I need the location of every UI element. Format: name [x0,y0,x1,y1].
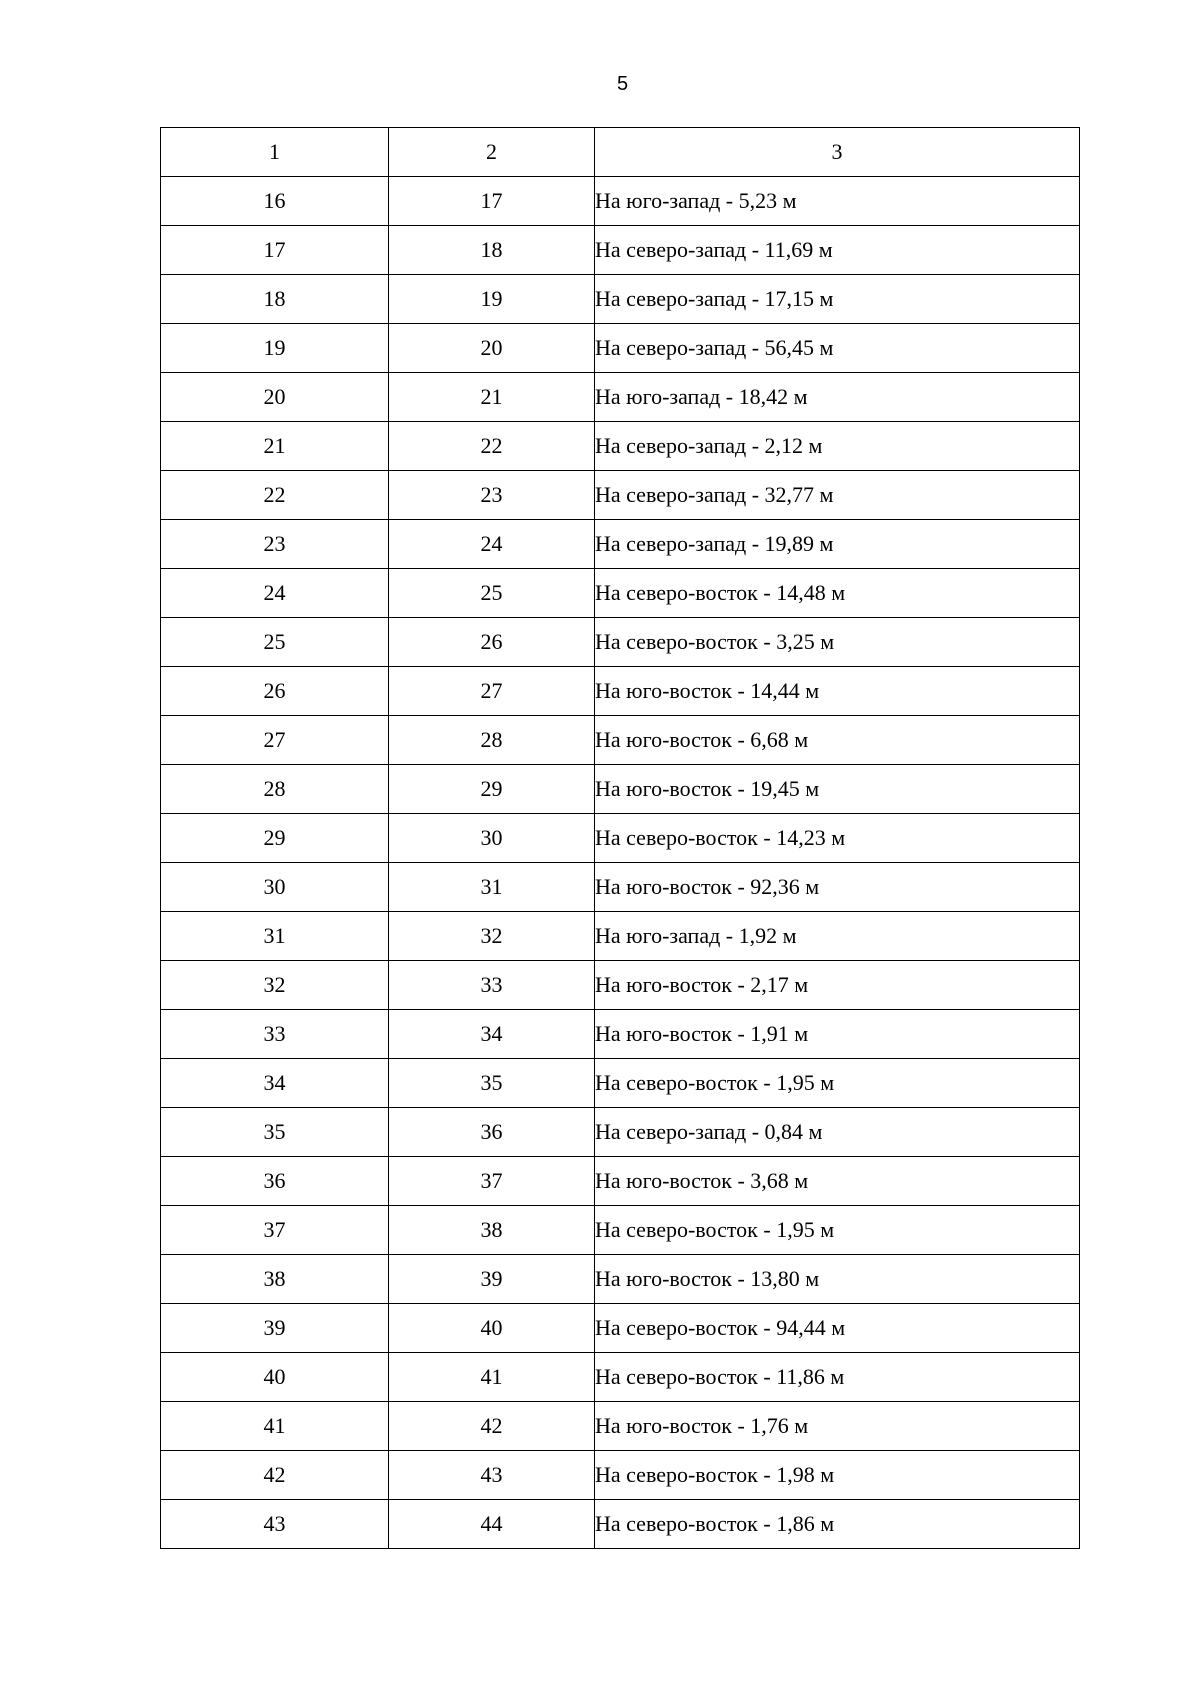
cell-from-point: 40 [161,1353,389,1402]
table-row [161,814,1080,863]
cell-to-point: 33 [389,961,595,1010]
cell-direction-distance: На юго-восток - 3,68 м [595,1157,1080,1206]
cell-to-point: 31 [389,863,595,912]
cell-from-point: 29 [161,814,389,863]
cell-to-point: 44 [389,1500,595,1549]
table-row [161,1157,1080,1206]
table-row [161,1451,1080,1500]
table-row [161,1206,1080,1255]
cell-direction-distance: На северо-запад - 17,15 м [595,275,1080,324]
table-row [161,1108,1080,1157]
table-row [161,912,1080,961]
cell-direction-distance: На северо-восток - 14,48 м [595,569,1080,618]
cell-direction-distance: На юго-восток - 14,44 м [595,667,1080,716]
cell-direction-distance: На северо-восток - 1,95 м [595,1206,1080,1255]
cell-from-point: 43 [161,1500,389,1549]
cell-from-point: 42 [161,1451,389,1500]
cell-to-point: 23 [389,471,595,520]
cell-from-point: 25 [161,618,389,667]
table-row [161,1353,1080,1402]
cell-direction-distance: На юго-восток - 6,68 м [595,716,1080,765]
table-row [161,520,1080,569]
table-row [161,275,1080,324]
cell-to-point: 40 [389,1304,595,1353]
table-row [161,226,1080,275]
cell-from-point: 30 [161,863,389,912]
cell-direction-distance: На северо-запад - 32,77 м [595,471,1080,520]
cell-direction-distance: На северо-запад - 56,45 м [595,324,1080,373]
cell-from-point: 38 [161,1255,389,1304]
cell-from-point: 27 [161,716,389,765]
cell-direction-distance: На северо-восток - 14,23 м [595,814,1080,863]
table-row [161,1010,1080,1059]
route-table [160,127,1080,1549]
cell-from-point: 21 [161,422,389,471]
cell-to-point: 29 [389,765,595,814]
cell-direction-distance: На юго-восток - 1,76 м [595,1402,1080,1451]
cell-from-point: 41 [161,1402,389,1451]
cell-direction-distance: На юго-запад - 18,42 м [595,373,1080,422]
cell-direction-distance: На юго-восток - 92,36 м [595,863,1080,912]
cell-to-point: 24 [389,520,595,569]
cell-direction-distance: На северо-запад - 19,89 м [595,520,1080,569]
cell-to-point: 41 [389,1353,595,1402]
table-row [161,177,1080,226]
cell-to-point: 32 [389,912,595,961]
cell-to-point: 43 [389,1451,595,1500]
cell-from-point: 35 [161,1108,389,1157]
table-row [161,324,1080,373]
table-header-row [161,128,1080,177]
cell-direction-distance: На юго-восток - 1,91 м [595,1010,1080,1059]
cell-from-point: 26 [161,667,389,716]
page-number: 5 [616,73,629,95]
cell-to-point: 26 [389,618,595,667]
cell-direction-distance: На северо-восток - 94,44 м [595,1304,1080,1353]
cell-to-point: 21 [389,373,595,422]
table-row [161,961,1080,1010]
cell-to-point: 17 [389,177,595,226]
cell-from-point: 34 [161,1059,389,1108]
table-row [161,1402,1080,1451]
cell-from-point: 33 [161,1010,389,1059]
cell-to-point: 25 [389,569,595,618]
cell-to-point: 22 [389,422,595,471]
cell-direction-distance: На северо-восток - 1,98 м [595,1451,1080,1500]
cell-to-point: 18 [389,226,595,275]
cell-direction-distance: На северо-запад - 2,12 м [595,422,1080,471]
cell-direction-distance: На северо-восток - 1,95 м [595,1059,1080,1108]
cell-direction-distance: На юго-восток - 2,17 м [595,961,1080,1010]
cell-from-point: 24 [161,569,389,618]
cell-from-point: 28 [161,765,389,814]
cell-to-point: 39 [389,1255,595,1304]
cell-direction-distance: На юго-запад - 1,92 м [595,912,1080,961]
cell-direction-distance: На северо-восток - 11,86 м [595,1353,1080,1402]
cell-to-point: 28 [389,716,595,765]
cell-from-point: 32 [161,961,389,1010]
table-row [161,471,1080,520]
column-header-2: 2 [389,128,595,177]
table-row [161,618,1080,667]
table-row [161,1255,1080,1304]
cell-from-point: 31 [161,912,389,961]
cell-from-point: 19 [161,324,389,373]
table-body [161,128,1080,1549]
table-row [161,1059,1080,1108]
cell-to-point: 35 [389,1059,595,1108]
cell-to-point: 38 [389,1206,595,1255]
cell-to-point: 34 [389,1010,595,1059]
cell-from-point: 20 [161,373,389,422]
column-header-1: 1 [161,128,389,177]
column-header-3: 3 [595,128,1080,177]
table-row [161,1500,1080,1549]
cell-to-point: 27 [389,667,595,716]
table-row [161,667,1080,716]
cell-from-point: 36 [161,1157,389,1206]
table-row [161,569,1080,618]
cell-from-point: 18 [161,275,389,324]
cell-from-point: 22 [161,471,389,520]
cell-to-point: 30 [389,814,595,863]
table-row [161,863,1080,912]
cell-direction-distance: На северо-восток - 3,25 м [595,618,1080,667]
cell-to-point: 20 [389,324,595,373]
cell-direction-distance: На северо-восток - 1,86 м [595,1500,1080,1549]
cell-direction-distance: На северо-запад - 0,84 м [595,1108,1080,1157]
table-row [161,716,1080,765]
cell-to-point: 36 [389,1108,595,1157]
cell-from-point: 23 [161,520,389,569]
cell-direction-distance: На юго-запад - 5,23 м [595,177,1080,226]
cell-from-point: 17 [161,226,389,275]
table-row [161,422,1080,471]
cell-to-point: 19 [389,275,595,324]
table-row [161,765,1080,814]
cell-from-point: 37 [161,1206,389,1255]
cell-to-point: 37 [389,1157,595,1206]
cell-direction-distance: На юго-восток - 19,45 м [595,765,1080,814]
cell-from-point: 16 [161,177,389,226]
table-row [161,373,1080,422]
cell-direction-distance: На северо-запад - 11,69 м [595,226,1080,275]
cell-direction-distance: На юго-восток - 13,80 м [595,1255,1080,1304]
cell-to-point: 42 [389,1402,595,1451]
cell-from-point: 39 [161,1304,389,1353]
table-row [161,1304,1080,1353]
